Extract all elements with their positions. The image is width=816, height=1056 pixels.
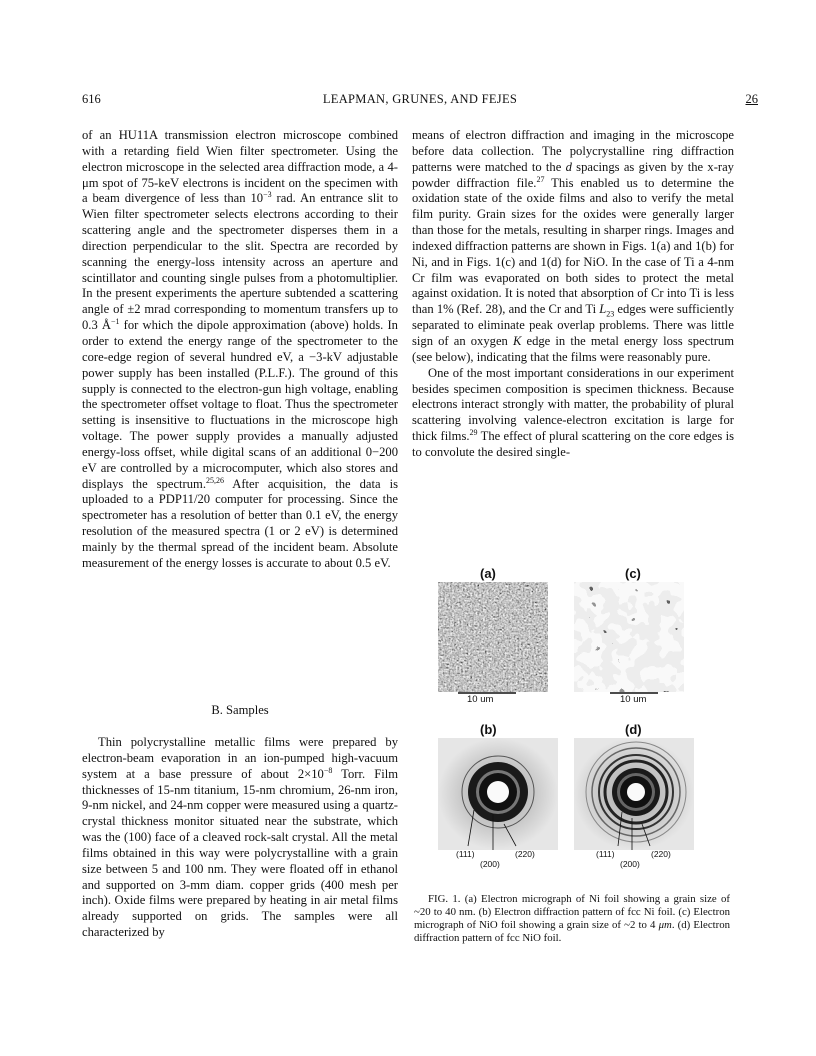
- section-heading: B. Samples: [211, 703, 269, 717]
- index-b-200: (200): [480, 859, 500, 869]
- diffraction-pattern-ni: [438, 738, 558, 850]
- paragraph-characterization: means of electron diffraction and imaging in the microscope before data collection. The polycrystalline ring diffraction patterns were matched to the d spacings as given by the x-ray powder diffraction file.$^{27}$ This enabled us to determine the oxidation state of the oxide films and also to verify the metal film purity. Grain sizes for the oxides were generally larger than those for the metals, resulting in sharper rings. Images and indexed diffraction patterns are shown in Figs. 1(a) and 1(b) for Ni, and in Figs. 1(c) and 1(d) for NiO. In the case of Ti a 4-nm Cr film was evaporated on both sides to protect the metal against oxidation. It is noted that absorption of Cr into Ti is less than 1% (Ref. 28), and the Cr and Ti $L_{23}$ edges were sufficiently separated to eliminate peak overlap problems. There was little sign of an oxygen K edge in the metal energy loss spectrum (see below), indicating that the films were reasonably pure.: [412, 128, 734, 364]
- panel-label-c: (c): [625, 566, 641, 581]
- panel-label-b: (b): [480, 722, 497, 737]
- index-b-111: (111): [456, 849, 475, 859]
- scale-label-a: 10 um: [467, 694, 494, 705]
- paragraph-thickness: One of the most important considerations in our experiment besides specimen composition is specimen thickness. Because electrons interact strongly with matter, the probability of plural scattering involving valence-electron excitation is large for thick films.$^{29}$ The effect of plural scattering on the core edges is to convolute the desired single-: [412, 365, 735, 459]
- scale-label-c: 10 um: [620, 694, 647, 705]
- volume-number: 26: [745, 92, 758, 106]
- scale-bar-a: [452, 690, 542, 696]
- index-d-200: (200): [620, 859, 640, 869]
- paragraph-samples: Thin polycrystalline metallic films were prepared by electron-beam evaporation in an ion-pumped high-vacuum system at a base pressure of about $2\times 10^{-8}$ Torr. Film thicknesses of 15-nm titanium, 15-nm chromium, 26-nm iron, 9-nm nickel, and 24-nm copper were measured using a quartz-crystal thickness monitor situated near the substrate, which was the (100) face of a cleaved rock-salt crystal. All the metal films obtained in this way were polycrystalline with a grain size between 5 and 100 nm. They were floated off in ethanol and supported on 3-mm diam. copper grids (400 mesh per inch). Oxide films were prepared by heating in air metal films already supported on grids. The samples were all characterized by: [82, 735, 398, 940]
- samples-section: [82, 735, 398, 941]
- micrograph-ni: [438, 582, 548, 692]
- figure-caption: FIG. 1. (a) Electron micrograph of Ni foil showing a grain size of ~20 to 40 nm. (b) Electron diffraction pattern of fcc Ni foil. (c) Electron micrograph of NiO foil showing a grain size of ~2 to 4 μm. (d) Electron diffraction pattern of fcc NiO foil.: [414, 893, 730, 944]
- index-b-220: (220): [515, 849, 535, 859]
- micrograph-nio: [574, 582, 684, 692]
- left-column: [82, 128, 398, 572]
- paragraph-apparatus: of an HU11A transmission electron microscope combined with a retarding field Wien filter spectrometer. Using the electron microscope in the selected area diffraction mode, a 4-μm spot of 75-keV electrons is incident on the specimen with a beam divergence of less than $10^{-3}$ rad. An entrance slit to Wien filter spectrometer selects electrons according to their scattering angle and the spectrometer disperses them in a direction perpendicular to the slit. Spectra are recorded by scanning the energy-loss intensity across an aperture and scintillator and counting single pulses from a photomultiplier. In the present experiments the aperture subtended a scattering angle of ±2 mrad corresponding to momentum transfers up to 0.3 $Å^{-1}$ for which the dipole approximation (above) holds. In order to extend the energy range of the spectrometer to the core-edge region of several hundred eV, a −3-kV adjustable power supply has been installed (P.L.F.). The ground of this supply is connected to the electron-gun high voltage, enabling the spectrometer offset voltage to float. Thus the spectrometer setting is insensitive to fluctuations in the microscope high voltage. The power supply provides a manually adjusted energy-loss offset, while digital scans of an additional 0−200 eV are controlled by a microcomputer, which also stores and displays the spectrum.$^{25,26}$ After acquisition, the data is uploaded to a PDP11/20 computer for processing. Since the spectrometer has a resolution of better than 0.1 eV, the energy resolution of the measured spectra (1 or 2 eV) is determined mainly by the thermal spread of the incident beam. Absolute measurement of the energy losses is accurate to about 0.5 eV.: [82, 128, 399, 570]
- page-number: 616: [82, 92, 101, 106]
- running-title: LEAPMAN, GRUNES, AND FEJES: [322, 92, 518, 106]
- index-d-220: (220): [651, 849, 671, 859]
- panel-label-a: (a): [480, 566, 496, 581]
- panel-label-d: (d): [625, 722, 642, 737]
- index-d-111: (111): [596, 849, 615, 859]
- diffraction-pattern-nio: [574, 738, 694, 850]
- running-header: [82, 92, 758, 112]
- right-column: [412, 128, 734, 461]
